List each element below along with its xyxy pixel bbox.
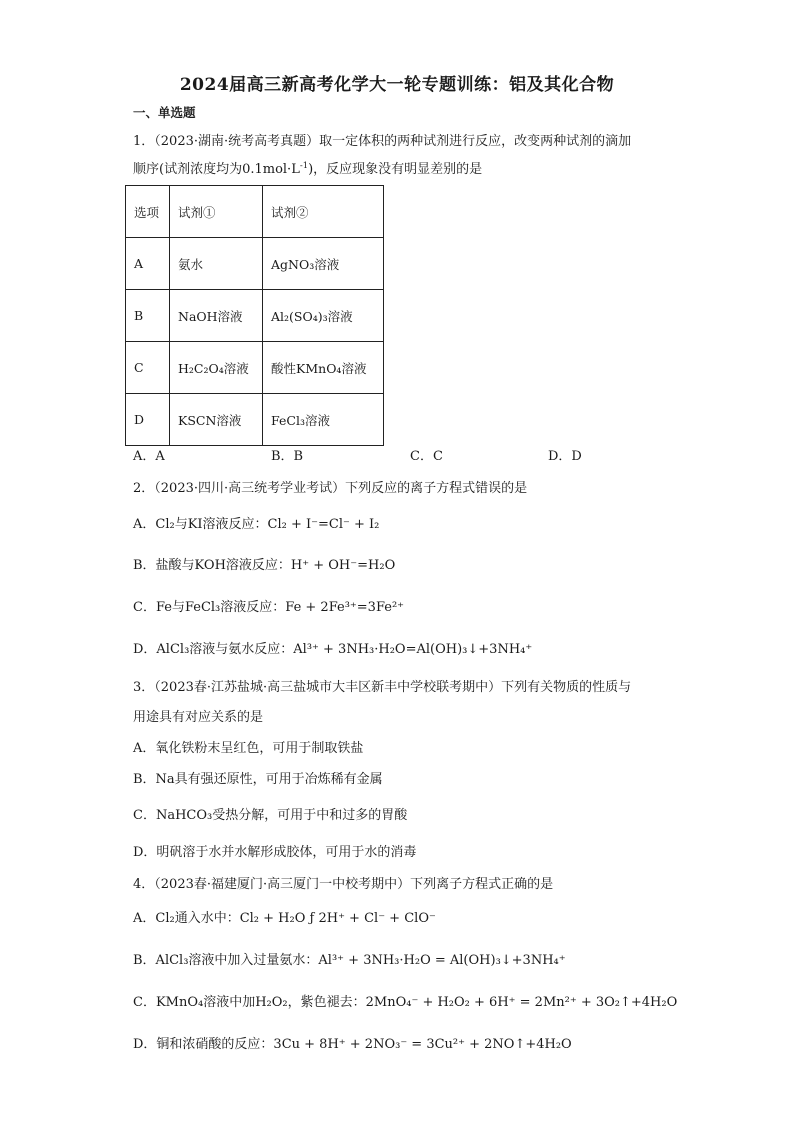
table-row [126, 394, 384, 446]
header-option: 选项 [126, 186, 170, 238]
table-cell: H₂C₂O₄溶液 [170, 342, 263, 394]
q1-choice-a: A．A [133, 449, 165, 464]
q2-option-a: A．Cl₂与KI溶液反应：Cl₂ + I⁻=Cl⁻ + I₂ [133, 517, 380, 532]
q3-option-b: B．Na具有强还原性，可用于冶炼稀有金属 [133, 772, 383, 787]
table-cell: FeCl₃溶液 [263, 394, 384, 446]
q2-option-c: C．Fe与FeCl₃溶液反应：Fe + 2Fe³⁺=3Fe²⁺ [133, 600, 405, 615]
table-header-row [126, 186, 384, 238]
table-cell: D [126, 394, 170, 446]
q4-option-b: B．AlCl₃溶液中加入过量氨水：Al³⁺ + 3NH₃·H₂O = Al(OH)₃↓+3NH₄⁺ [133, 953, 566, 968]
q3-option-c: C．NaHCO₃受热分解，可用于中和过多的胃酸 [133, 808, 408, 823]
table-cell: 氨水 [170, 238, 263, 290]
table-row [126, 238, 384, 290]
table-row [126, 342, 384, 394]
q1-stem-line2: 顺序(试剂浓度均为$0.1mol\cdot L^{-1}$)，反应现象没有明显差别的是 [133, 161, 483, 177]
header-reagent-2: 试剂② [263, 186, 384, 238]
table-cell: 酸性KMnO₄溶液 [263, 342, 384, 394]
table-row [126, 290, 384, 342]
table-cell: KSCN溶液 [170, 394, 263, 446]
table-cell: A [126, 238, 170, 290]
document-title: 2024届高三新高考化学大一轮专题训练：铝及其化合物 [179, 75, 615, 95]
table-cell: Al₂(SO₄)₃溶液 [263, 290, 384, 342]
table-cell: AgNO₃溶液 [263, 238, 384, 290]
q3-stem-line2: 用途具有对应关系的是 [133, 710, 264, 725]
q2-option-b: B．盐酸与KOH溶液反应：H⁺ + OH⁻=H₂O [133, 558, 396, 573]
q3-option-d: D．明矾溶于水并水解形成胶体，可用于水的消毒 [133, 845, 417, 860]
table-cell: C [126, 342, 170, 394]
table-cell: B [126, 290, 170, 342]
q4-stem: 4．（2023春·福建厦门·高三厦门一中校考期中）下列离子方程式正确的是 [133, 877, 554, 892]
q4-option-a: A．Cl₂通入水中：Cl₂ + H₂O ƒ 2H⁺ + Cl⁻ + ClO⁻ [133, 911, 436, 926]
q1-choice-c: C．C [410, 449, 443, 464]
q3-stem-line1: 3．（2023春·江苏盐城·高三盐城市大丰区新丰中学校联考期中）下列有关物质的性质与 [133, 680, 632, 695]
header-reagent-1: 试剂① [170, 186, 263, 238]
q2-option-d: D．AlCl₃溶液与氨水反应：Al³⁺ + 3NH₃·H₂O=Al(OH)₃↓+3NH₄⁺ [133, 642, 533, 657]
section-heading: 一、单选题 [133, 105, 196, 120]
q3-option-a: A．氧化铁粉末呈红色，可用于制取铁盐 [133, 741, 364, 756]
q1-choice-d: D．D [548, 449, 582, 464]
q1-reagent-table [125, 185, 384, 446]
q4-option-c: C．KMnO₄溶液中加H₂O₂，紫色褪去：2MnO₄⁻ + H₂O₂ + 6H⁺ = 2Mn²⁺ + 3O₂↑+4H₂O [133, 995, 678, 1010]
q1-stem-line1: 1．（2023·湖南·统考高考真题）取一定体积的两种试剂进行反应，改变两种试剂的滴加 [133, 134, 632, 149]
q2-stem: 2．（2023·四川·高三统考学业考试）下列反应的离子方程式错误的是 [133, 481, 528, 496]
table-cell: NaOH溶液 [170, 290, 263, 342]
q1-choice-b: B．B [271, 449, 304, 464]
q4-option-d: D．铜和浓硝酸的反应：3Cu + 8H⁺ + 2NO₃⁻ = 3Cu²⁺ + 2NO↑+4H₂O [133, 1037, 572, 1052]
